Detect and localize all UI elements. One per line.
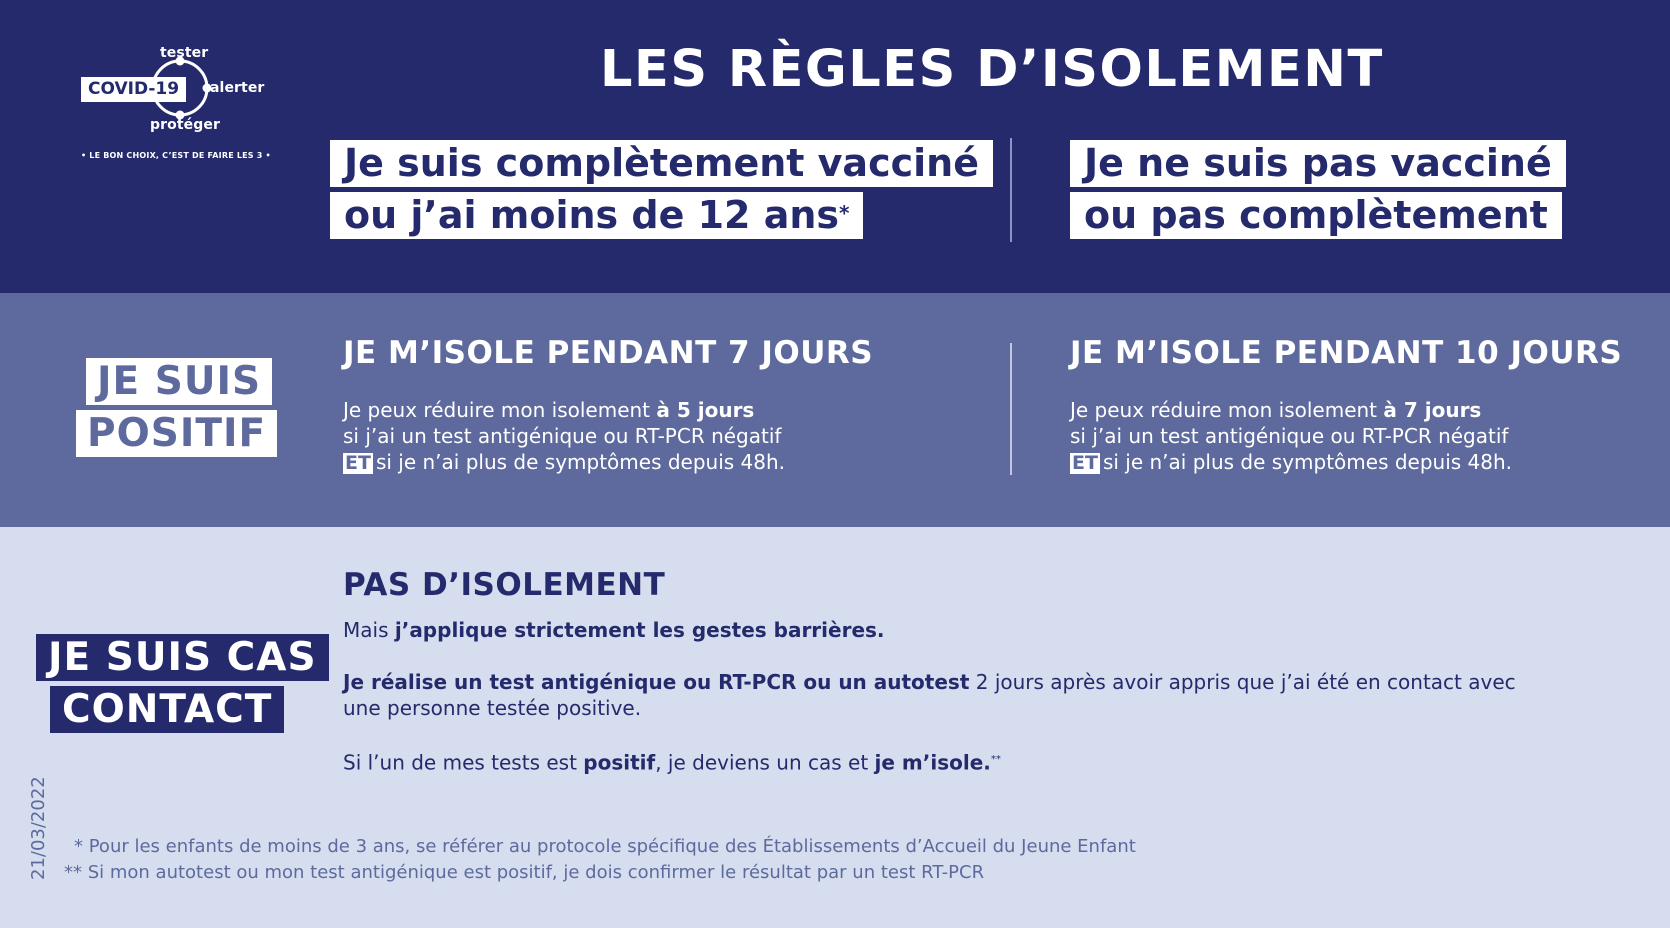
positive-vaccinated-et: ET bbox=[345, 452, 371, 474]
logo-tester-label: tester bbox=[160, 45, 209, 61]
logo-covid-badge: COVID-19 bbox=[81, 77, 186, 102]
positive-unvaccinated-duration: à 7 jours bbox=[1383, 398, 1482, 422]
positive-vaccinated-line1: Je peux réduire mon isolement bbox=[343, 398, 657, 422]
logo-alerter-label: alerter bbox=[210, 80, 265, 96]
footnote-1: * Pour les enfants de moins de 3 ans, se référer au protocole spécifique des Établissements d’Accueil du Jeune Enfant bbox=[74, 836, 1136, 857]
contact-p3-start: Si l’un de mes tests est bbox=[343, 750, 584, 775]
positive-unvaccinated-line3: si je n’ai plus de symptômes depuis 48h. bbox=[1102, 450, 1513, 474]
positive-label bbox=[76, 358, 277, 457]
column-header-vaccinated bbox=[330, 140, 993, 239]
positive-divider bbox=[1010, 343, 1012, 475]
contact-p3-bold1: positif bbox=[583, 750, 656, 775]
page-title: LES RÈGLES D’ISOLEMENT bbox=[600, 40, 1384, 99]
contact-p2-line2: une personne testée positive. bbox=[343, 696, 642, 720]
contact-p1-start: Mais bbox=[343, 618, 395, 642]
contact-p1-bold: j’applique strictement les gestes barrières. bbox=[394, 618, 885, 642]
date-stamp: 21/03/2022 bbox=[28, 776, 49, 880]
positive-vaccinated-line2: si j’ai un test antigénique ou RT-PCR négatif bbox=[343, 424, 782, 448]
positive-unvaccinated-text bbox=[1070, 397, 1512, 475]
vaccinated-line2: ou j’ai moins de 12 ans bbox=[344, 193, 840, 237]
contact-paragraph-3 bbox=[343, 747, 1001, 776]
logo-slogan: • LE BON CHOIX, C’EST DE FAIRE LES 3 • bbox=[81, 151, 271, 160]
positive-unvaccinated-line1: Je peux réduire mon isolement bbox=[1070, 398, 1384, 422]
positive-vaccinated-line3: si je n’ai plus de symptômes depuis 48h. bbox=[375, 450, 786, 474]
header-divider bbox=[1010, 138, 1012, 242]
vaccinated-line1: Je suis complètement vacciné bbox=[330, 140, 993, 187]
logo-proteger-label: protéger bbox=[150, 117, 220, 133]
contact-label-line2: CONTACT bbox=[50, 686, 284, 733]
vaccinated-footnote-mark: * bbox=[839, 201, 850, 225]
contact-p3-bold2: je m’isole. bbox=[874, 750, 991, 775]
positive-vaccinated-title: JE M’ISOLE PENDANT 7 JOURS bbox=[343, 335, 874, 371]
unvaccinated-line1: Je ne suis pas vacciné bbox=[1070, 140, 1566, 187]
positive-label-line2: POSITIF bbox=[76, 410, 277, 457]
contact-paragraph-1 bbox=[343, 617, 885, 643]
contact-p3-mark: ** bbox=[990, 754, 1001, 765]
column-header-unvaccinated bbox=[1070, 140, 1566, 239]
positive-unvaccinated-et: ET bbox=[1072, 452, 1098, 474]
positive-label-line1: JE SUIS bbox=[86, 358, 272, 405]
positive-unvaccinated-line2: si j’ai un test antigénique ou RT-PCR négatif bbox=[1070, 424, 1509, 448]
positive-vaccinated-duration: à 5 jours bbox=[656, 398, 755, 422]
positive-vaccinated-text bbox=[343, 397, 785, 475]
contact-title: PAS D’ISOLEMENT bbox=[343, 567, 666, 603]
contact-label-line1: JE SUIS CAS bbox=[36, 634, 329, 681]
unvaccinated-line2: ou pas complètement bbox=[1070, 192, 1562, 239]
contact-p2-bold: Je réalise un test antigénique ou RT-PCR ou un autotest bbox=[343, 670, 970, 694]
contact-label bbox=[36, 634, 329, 733]
vaccinated-line2-box bbox=[330, 192, 863, 239]
footnote-2: ** Si mon autotest ou mon test antigénique est positif, je dois confirmer le résultat par un test RT-PCR bbox=[64, 862, 985, 883]
contact-paragraph-2 bbox=[343, 669, 1516, 721]
contact-p3-mid: , je deviens un cas et bbox=[655, 750, 875, 775]
contact-p2-rest: 2 jours après avoir appris que j’ai été en contact avec bbox=[969, 670, 1516, 694]
positive-unvaccinated-title: JE M’ISOLE PENDANT 10 JOURS bbox=[1070, 335, 1623, 371]
